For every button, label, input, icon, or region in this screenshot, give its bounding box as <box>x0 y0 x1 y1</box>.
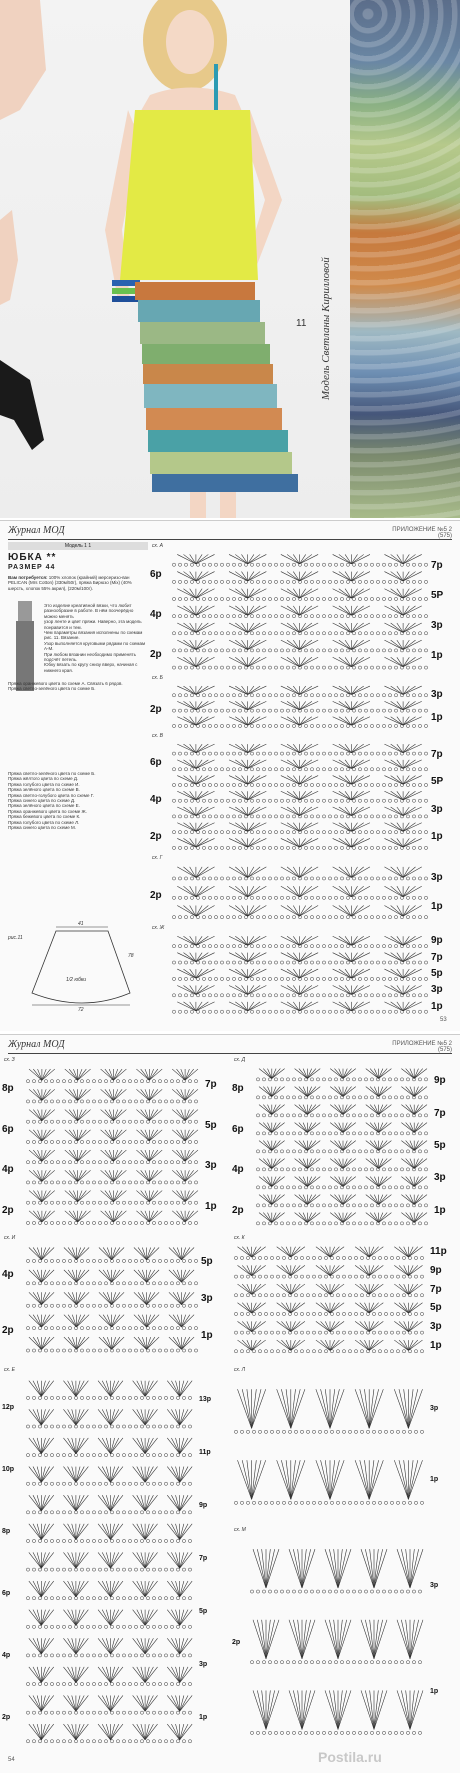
row-label-right: 7р <box>199 1555 207 1562</box>
crochet-scheme <box>150 925 455 1015</box>
scheme-diagram <box>248 1535 428 1747</box>
row-label-left: 8р <box>2 1528 10 1535</box>
row-label-right: 3р <box>199 1661 207 1668</box>
scheme-diagram <box>170 933 429 1015</box>
instructions-text: Пряжа оранжевого цвета по схеме А. Связать 6 рядов. Пряжа светло-зелёного цвета по схеме Б. <box>8 681 148 692</box>
materials-text: Вам потребуется: 100% хлопок (крайний) мерсеризо-ван PELICAN (Mrs Cotton) (330м/50г), пряжа Бирюзо (Mix) (40% шерсть, хлопок 55% акрил), (220м/100г). <box>8 575 148 591</box>
header-rule <box>8 539 452 540</box>
row-label-right: 5р <box>205 1120 217 1131</box>
row-label-left: 6р <box>232 1124 244 1135</box>
row-label-right: 1р <box>430 1340 442 1351</box>
header-rule <box>8 1053 452 1054</box>
scheme-diagram <box>232 1243 428 1355</box>
crochet-scheme <box>232 1527 456 1747</box>
row-label-left: 6р <box>2 1590 10 1597</box>
page-number: 54 <box>8 1757 15 1763</box>
row-label-right: 1р <box>431 901 443 912</box>
size-label: РАЗМЕР 44 <box>8 564 55 571</box>
row-label-right: 3р <box>431 689 443 700</box>
crochet-scheme <box>150 733 455 851</box>
scheme-diagram <box>170 863 429 921</box>
row-label-right: 1р <box>205 1201 217 1212</box>
row-label-right: 3р <box>201 1293 213 1304</box>
row-label-right: 1р <box>431 712 443 723</box>
dim-half: 1/2 юбки <box>66 977 86 983</box>
row-label-right: 1р <box>201 1330 213 1341</box>
appendix-header: ПРИЛОЖЕНИЕ №5 2 (575) <box>392 527 452 539</box>
scheme-label: сх. З <box>4 1057 15 1063</box>
row-label-left: 12р <box>2 1404 14 1411</box>
row-label-right: 9р <box>431 935 443 946</box>
row-label-right: 11р <box>199 1449 211 1456</box>
magazine-header: Журнал МОД <box>8 525 65 536</box>
row-label-left: 2р <box>150 704 162 715</box>
row-label-left: 6р <box>150 569 162 580</box>
row-label-right: 7р <box>431 749 443 760</box>
model-thumbnail <box>10 601 40 691</box>
row-label-right: 3р <box>434 1172 446 1183</box>
scheme-label: сх. Г <box>152 855 162 861</box>
row-label-right: 3р <box>431 620 443 631</box>
row-label-right: 5р <box>199 1608 207 1615</box>
row-label-right: 5Р <box>431 590 443 601</box>
page-number: 53 <box>440 1017 447 1023</box>
article-title: ЮБКА ** <box>8 552 56 563</box>
row-label-right: 7р <box>431 560 443 571</box>
row-label-right: 3р <box>431 872 443 883</box>
scheme-diagram <box>24 1375 197 1747</box>
scheme-label: сх. И <box>4 1235 15 1241</box>
scheme-label: сх. В <box>152 733 163 739</box>
row-label-left: 6р <box>150 757 162 768</box>
row-label-left: 4р <box>150 609 162 620</box>
appendix-header: ПРИЛОЖЕНИЕ №5 2 (575) <box>392 1041 452 1053</box>
scheme-diagram <box>254 1065 432 1227</box>
row-label-right: 3р <box>430 1405 438 1412</box>
row-label-right: 11р <box>430 1246 447 1257</box>
row-label-right: 1р <box>431 1001 443 1012</box>
row-label-right: 7р <box>430 1284 442 1295</box>
row-label-right: 1р <box>430 1476 438 1483</box>
row-label-left: 2р <box>2 1205 14 1216</box>
row-label-right: 9р <box>199 1502 207 1509</box>
row-label-left: 2р <box>2 1714 10 1721</box>
row-label-right: 1р <box>199 1714 207 1721</box>
scheme-diagram <box>170 551 429 671</box>
row-label-right: 9р <box>434 1075 446 1086</box>
row-label-left: 2р <box>232 1639 240 1646</box>
row-label-left: 8р <box>2 1083 14 1094</box>
scheme-diagram <box>24 1065 203 1227</box>
scheme-label: сх. Б <box>152 675 163 681</box>
designer-credit: Модель Светланы Кирилловой <box>320 257 332 400</box>
watermark: Postila.ru <box>318 1749 382 1765</box>
row-label-left: 4р <box>2 1164 14 1175</box>
row-label-right: 5р <box>434 1140 446 1151</box>
row-label-right: 1р <box>431 650 443 661</box>
crochet-scheme <box>2 1367 227 1747</box>
scheme-label: сх. М <box>234 1527 246 1533</box>
row-label-right: 7р <box>434 1108 446 1119</box>
scheme-label: сх. Л <box>234 1367 245 1373</box>
crochet-scheme <box>232 1235 456 1355</box>
row-label-left: 8р <box>232 1083 244 1094</box>
scheme-diagram <box>170 741 429 851</box>
row-label-right: 1р <box>431 831 443 842</box>
dim-side: 78 <box>128 953 134 959</box>
row-label-right: 13р <box>199 1396 211 1403</box>
row-label-left: 4р <box>2 1652 10 1659</box>
row-label-left: 10р <box>2 1466 14 1473</box>
model-illustration <box>0 0 350 518</box>
crochet-scheme <box>2 1057 227 1227</box>
scheme-label: сх. Ж <box>152 925 164 931</box>
row-label-right: 7р <box>431 952 443 963</box>
model-photo <box>0 0 460 518</box>
crochet-scheme <box>150 675 455 729</box>
row-label-right: 3р <box>430 1321 442 1332</box>
row-label-right: 5р <box>430 1302 442 1313</box>
row-label-left: 2р <box>150 831 162 842</box>
skirt-pattern-figure <box>8 923 148 1023</box>
row-label-right: 1р <box>434 1205 446 1216</box>
row-label-right: 1р <box>430 1688 438 1695</box>
row-label-left: 4р <box>2 1269 14 1280</box>
scheme-label: сх. Д <box>234 1057 245 1063</box>
description-text: Это изделие креативной вязки, что любит разнообразие в работе. В нём поочерёдно можно менять узор ленте и цвет пряжи. Наверно, эта модель понравится и тем. Чем параметры вязания исполнены по схемам рис. 11. Вязание. Узор выполняется круговыми рядами по схемам А-М. При любом вязании необходимо применять подсчёт петель. Юбку вязать по кругу снизу вверх, начиная с нижнего края. <box>44 603 148 673</box>
row-label-left: 4р <box>150 794 162 805</box>
row-label-left: 2р <box>150 890 162 901</box>
scheme-label: сх. А <box>152 543 163 549</box>
scheme-diagram <box>24 1243 199 1355</box>
schemes-column <box>150 543 455 1018</box>
dim-bottom: 72 <box>78 1007 84 1013</box>
yarn-swatch <box>350 0 460 518</box>
scheme-label: сх. Е <box>4 1367 15 1373</box>
row-label-left: 2р <box>2 1325 14 1336</box>
row-label-right: 5р <box>201 1256 213 1267</box>
row-label-left: 6р <box>2 1124 14 1135</box>
crochet-scheme <box>232 1367 456 1517</box>
scheme-label: сх. К <box>234 1235 245 1241</box>
row-label-left: 2р <box>150 649 162 660</box>
row-label-left: 2р <box>232 1205 244 1216</box>
scheme-diagram <box>170 683 429 729</box>
crochet-scheme <box>232 1057 456 1227</box>
row-label-right: 7р <box>205 1079 217 1090</box>
row-label-right: 3р <box>431 804 443 815</box>
magazine-header: Журнал МОД <box>8 1039 65 1050</box>
page-53 <box>0 520 460 1031</box>
row-label-right: 3р <box>431 984 443 995</box>
photo-number: 11 <box>296 318 306 329</box>
row-list: Пряжа светло-зелёного цвета по схеме Б. Пряжа жёлтого цвета по схеме Д. Пряжа голубого цвета по схеме И. Пряжа зелёного цвета по схеме В. Пряжа светло-голубого цвета по схеме Г. Пряжа синего цвета по схеме Д. Пряжа зелёного цвета по схеме Е. Пряжа оранжевого цвета по схеме Ж. Пряжа бежевого цвета по схеме К. Пряжа голубого цвета по схеме Л. Пряжа синего цвета по схеме М. <box>8 771 148 830</box>
crochet-scheme <box>150 855 455 921</box>
row-label-right: 9р <box>430 1265 442 1276</box>
model-bar: Модель 1 1 <box>8 542 148 550</box>
scheme-diagram <box>232 1375 428 1517</box>
row-label-right: 3р <box>205 1160 217 1171</box>
row-label-right: 5р <box>431 968 443 979</box>
dim-top: 41 <box>78 921 84 927</box>
row-label-right: 5Р <box>431 776 443 787</box>
crochet-scheme <box>2 1235 227 1355</box>
schemes-grid <box>0 1057 460 1757</box>
figure-label: рис.11 <box>8 935 23 941</box>
row-label-right: 3р <box>430 1582 438 1589</box>
page-54 <box>0 1034 460 1773</box>
row-label-left: 4р <box>232 1164 244 1175</box>
crochet-scheme <box>150 543 455 671</box>
